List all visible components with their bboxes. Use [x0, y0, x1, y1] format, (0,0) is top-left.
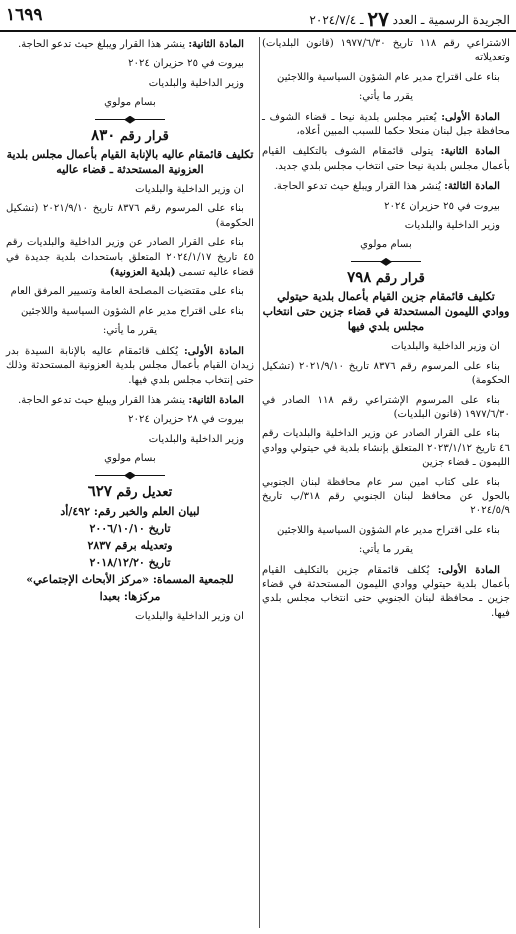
- issue-number: ٢٧: [367, 7, 389, 31]
- decree-label: قرار رقم: [375, 270, 425, 286]
- right-column: [262, 37, 510, 626]
- article-1: [262, 110, 510, 140]
- minister-title: وزير الداخلية والبلديات: [148, 433, 244, 445]
- signature: بسام مولوي: [104, 453, 156, 465]
- article-text: يُنشر هذا القرار ويبلغ حيث تدعو الحاجة.: [273, 181, 441, 193]
- decree-number: ٧٩٨: [347, 267, 372, 286]
- municipality-name: (بلدية العزونية): [109, 266, 176, 279]
- paragraph: ان وزير الداخلية والبلديات: [391, 341, 500, 353]
- section-separator: [95, 117, 165, 122]
- left-column: [6, 37, 254, 629]
- issue-date: ـ ٢٠٢٤/٧/٤: [309, 13, 364, 27]
- paragraph: بناء على مقتضيات المصلحة العامة وتسيير المرفق العام: [10, 286, 244, 298]
- paragraph: بناء على اقتراح مدير عام الشؤون السياسية واللاجئين: [276, 71, 500, 83]
- amendment-627-title: [6, 481, 254, 500]
- article-3: [262, 179, 510, 194]
- amendment-line: تاريخ ٢٠١٨/١٢/٢٠: [89, 555, 171, 569]
- decree-label: قرار رقم: [119, 128, 169, 144]
- place-date: بيروت في ٢٨ حزيران ٢٠٢٤: [128, 414, 244, 426]
- article-2: [6, 393, 254, 408]
- place-date: بيروت في ٢٥ حزيران ٢٠٢٤: [384, 200, 500, 212]
- section-separator: [351, 259, 421, 264]
- signature: بسام مولوي: [360, 239, 412, 251]
- amendment-line: تاريخ ٢٠٠٦/١٠/١٠: [89, 521, 171, 535]
- paragraph: بناء على اقتراح مدير عام الشؤون السياسية واللاجئين: [276, 524, 500, 536]
- paragraph: بناء على المرسوم رقم ٨٣٧٦ تاريخ ٢٠٢١/٩/١٠ (تشكيل الحكومة): [262, 360, 510, 387]
- article-text: يُكلف قائمقام جزين بالتكليف القيام بأعمال بلدية حيتولي ووادي الليمون المستحدثة في قضاء جزين ـ محافظة لبنان الجنوبي حتى انتخاب مجلس بلدي فيها.: [262, 564, 510, 619]
- paragraph: بناء على اقتراح مدير عام الشؤون السياسية واللاجئين: [20, 305, 244, 317]
- paragraph: [6, 236, 254, 280]
- paragraph: بناء على كتاب امين سر عام محافظة لبنان الجنوبي بالحول عن محافظ لبنان الجنوبي رقم ٣١٨/ب تاريخ ٢٠٢٤/٥/٩: [262, 476, 510, 517]
- article-2: [6, 37, 254, 52]
- journal-info: [309, 7, 510, 31]
- page-number: ١٦٩٩: [6, 5, 43, 25]
- paragraph: ان وزير الداخلية والبلديات: [135, 610, 244, 622]
- journal-name: الجريدة الرسمية ـ العدد: [392, 13, 510, 27]
- decree-830-subject: تكليف قائمقام عاليه بالإنابة القيام بأعمال مجلس بلدية العزونية المستحدثة ـ قضاء عاليه: [6, 148, 254, 177]
- paragraph: بناء على المرسوم رقم ٨٣٧٦ تاريخ ٢٠٢١/٩/١٠ (تشكيل الحكومة): [6, 203, 254, 229]
- amendment-line: لبيان العلم والخبر رقم: ٤٩٢/أد: [60, 504, 200, 518]
- article-text: ينشر هذا القرار ويبلغ حيث تدعو الحاجة.: [17, 394, 186, 406]
- article-1: [6, 344, 254, 388]
- article-label: المادة الثانية:: [440, 145, 500, 158]
- paragraph-text: بناء على القرار الصادر عن وزير الداخلية والبلديات رقم ٤٥ تاريخ ٢٠٢٤/١/١٧ المتعلق باستحداث بلدية جديدة في قضاء عاليه تسمى: [6, 237, 255, 279]
- amendment-line: وتعديله برقم ٢٨٣٧: [87, 538, 173, 552]
- article-text: يُعتبر مجلس بلدية نيحا ـ قضاء الشوف ـ محافظة جبل لبنان منحلا حكما للسبب المبين أعلاه،: [262, 111, 510, 138]
- amendment-label: تعديل رقم: [116, 484, 173, 500]
- decree-830-title: [6, 125, 254, 144]
- decree-number: ٨٣٠: [91, 125, 116, 144]
- decree-798-title: [262, 267, 510, 286]
- amendment-number: ٦٢٧: [87, 481, 112, 500]
- amendment-line: مركزها: بعبدا: [99, 589, 161, 603]
- section-separator: [95, 473, 165, 478]
- column-divider: [259, 37, 260, 928]
- decides-heading: يقرر ما يأتي:: [358, 91, 414, 103]
- paragraph: ان وزير الداخلية والبلديات: [135, 184, 244, 196]
- article-label: المادة الأولى:: [437, 563, 500, 576]
- article-text: ينشر هذا القرار ويبلغ حيث تدعو الحاجة.: [17, 39, 186, 50]
- article-text: يتولى قائمقام الشوف بالتكليف القيام بأعمال مجلس بلدية نيحا حتى انتخاب مجلس بلدي جديد.: [262, 146, 510, 172]
- decides-heading: يقرر ما يأتي:: [358, 544, 414, 556]
- page-header: [0, 0, 516, 32]
- article-label: المادة الثانية:: [188, 38, 244, 50]
- decides-heading: يقرر ما يأتي:: [102, 325, 158, 337]
- article-2: [262, 144, 510, 174]
- article-label: المادة الثانية:: [188, 393, 244, 406]
- article-1: [262, 563, 510, 622]
- signature: بسام مولوي: [104, 97, 156, 109]
- minister-title: وزير الداخلية والبلديات: [148, 77, 244, 89]
- place-date: بيروت في ٢٥ حزيران ٢٠٢٤: [128, 58, 244, 70]
- article-label: المادة الثالثة:: [444, 180, 500, 193]
- article-label: المادة الأولى:: [441, 110, 500, 123]
- paragraph: الاشتراعي رقم ١١٨ تاريخ ١٩٧٧/٦/٣٠ (قانون البلديات) وتعديلاته: [262, 38, 510, 64]
- amendment-line: للجمعية المسماة: «مركز الأبحاث الإجتماعي»: [26, 572, 234, 586]
- decree-798-subject: تكليف قائمقام جزين القيام بأعمال بلدية حيتولي ووادي الليمون المستحدثة في قضاء جزين حتى انتخاب مجلس بلدي فيها: [262, 290, 510, 334]
- article-label: المادة الأولى:: [184, 344, 245, 357]
- minister-title: وزير الداخلية والبلديات: [404, 220, 500, 232]
- article-text: يُكلف قائمقام عاليه بالإنابة السيدة بدر زيدان القيام بأعمال مجلس بلدية العزونية المستحدثة وذلك حتى إنتخاب مجلس بلدي فيها.: [6, 345, 254, 386]
- paragraph: بناء على القرار الصادر عن وزير الداخلية والبلديات رقم ٤٦ تاريخ ٢٠٢٣/١/١٢ المتعلق بإنشاء بلدية في حيتولي ووادي الليمون ـ قضاء جزين: [262, 428, 510, 469]
- paragraph: بناء على المرسوم الإشتراعي رقم ١١٨ الصادر في ١٩٧٧/٦/٣٠ (قانون البلديات): [262, 394, 510, 420]
